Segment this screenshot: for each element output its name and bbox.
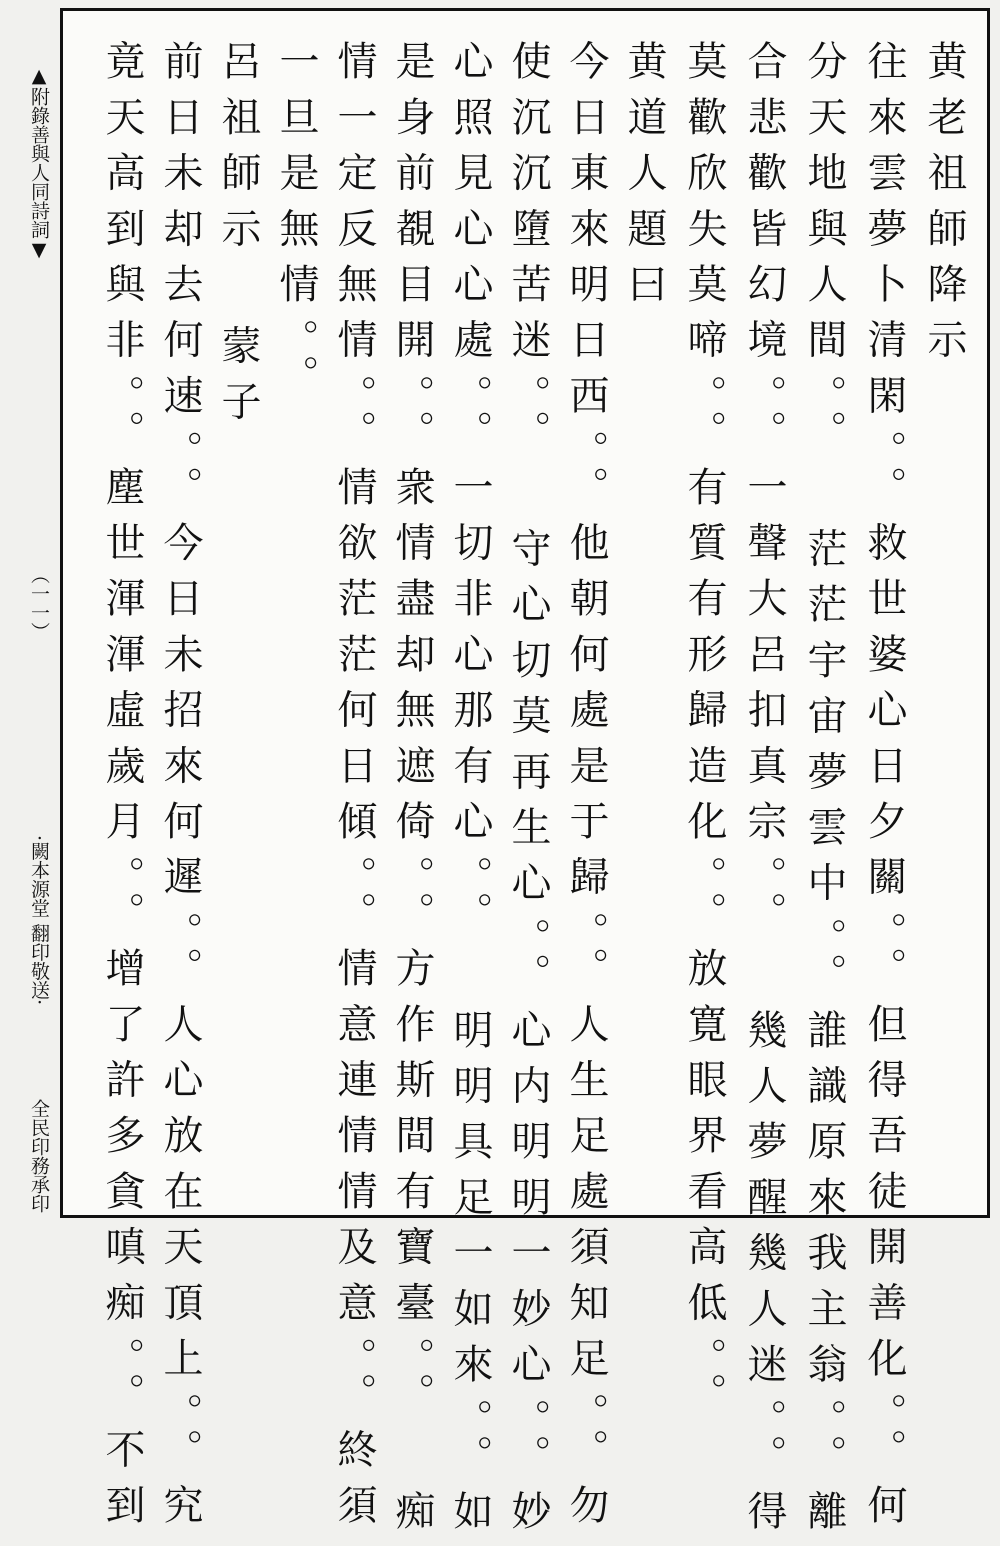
text-column: 合悲歡皆幻境。。一聲大呂扣真宗。。 幾人夢醒幾人迷。。得 (741, 40, 787, 1546)
margin-page-number: （一一） (28, 565, 50, 641)
text-body (96, 40, 967, 1546)
text-column-title-huang-laozu: 黄老祖師降示 (921, 40, 967, 375)
text-column: 一旦是無情。。 (273, 40, 319, 410)
text-column: 是身前覩目開。。衆情盡却無遮倚。。方作斯間有寶臺。。 痴 (389, 40, 435, 1546)
margin-printer: 全民印務承印 (28, 1099, 50, 1213)
text-column: 莫歡欣失莫啼。。有質有形歸造化。。放寛眼界看高低。。 (681, 40, 727, 1429)
text-column: 往來雲夢卜清閑。。救世婆心日夕關。。但得吾徒開善化。。何 (861, 40, 907, 1540)
text-column: 前日未却去何速。。今日未招來何遲。。人心放在天頂上。。究 (157, 40, 203, 1540)
text-column-title-huang-daoren: 黄道人題曰 (621, 40, 667, 319)
text-column: 心照見心心處。。一切非心那有心。。 明明具足一如來。。如 (447, 40, 493, 1546)
text-column: 使沉沉墮苦迷。。 守心切莫再生心。。心内明明一妙心。。妙 (505, 40, 551, 1546)
margin-publisher-note: ·闕本源堂 翻印敬送· (28, 834, 50, 1006)
text-column: 今日東來明日西。。他朝何處是于歸。。人生足處須知足。。勿 (563, 40, 609, 1540)
margin-section-label: ▲附錄善與人同詩詞▼ (28, 65, 50, 261)
text-column: 分天地與人間。。 茫茫宇宙夢雲中。。誰識原來我主翁。。離 (801, 40, 847, 1546)
text-column: 情一定反無情。。情欲茫茫何日傾。。情意連情情及意。。終須 (331, 40, 377, 1540)
text-column: 竟天高到與非。。塵世渾渾虛歲月。。增了許多貪嗔痴。。不到 (99, 40, 145, 1540)
text-column-title-lu-zushi: 呂祖師示 蒙子 (215, 40, 261, 436)
